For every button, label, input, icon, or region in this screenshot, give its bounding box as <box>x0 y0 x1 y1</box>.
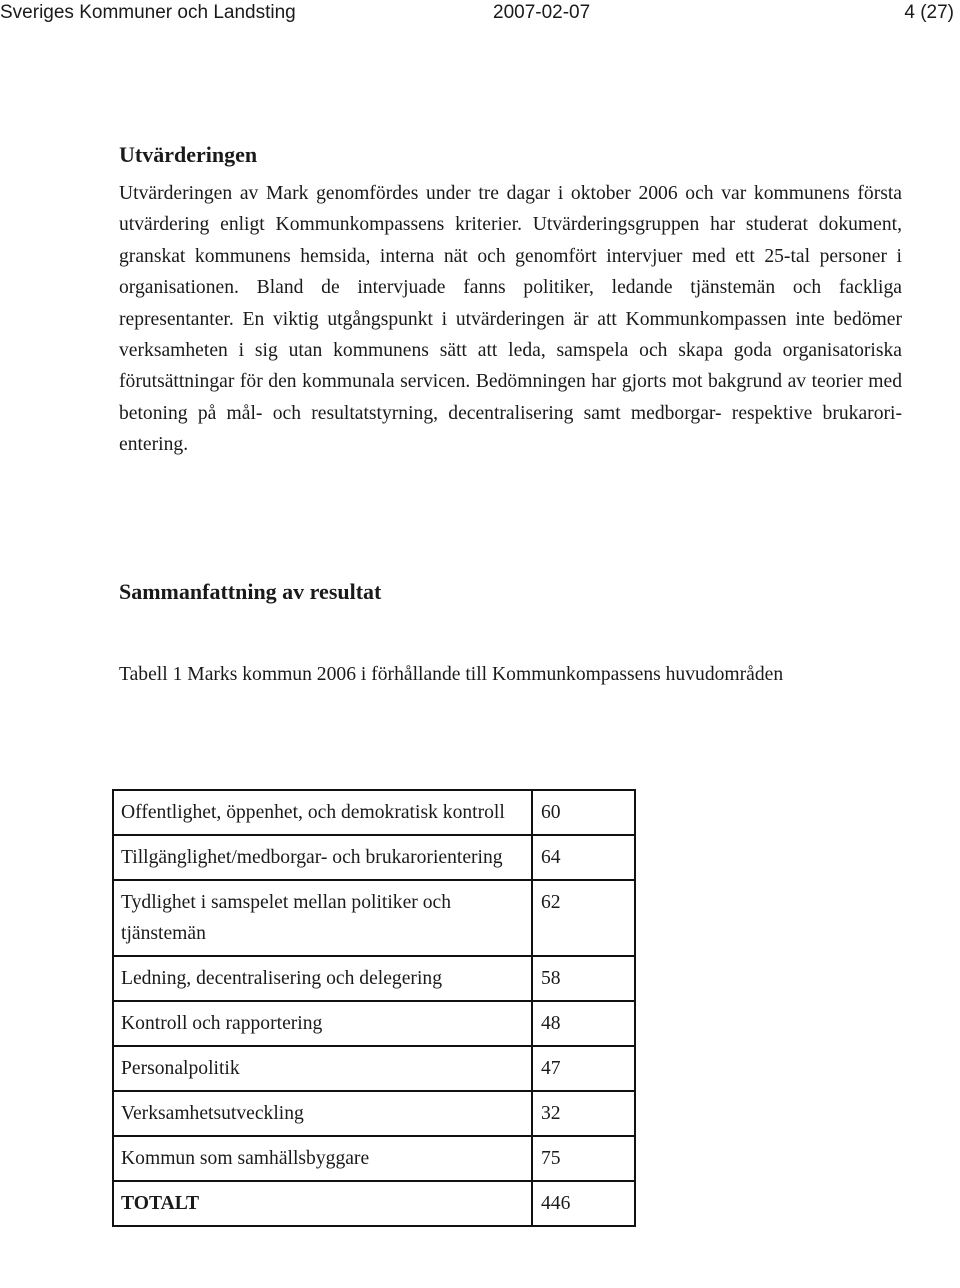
row-value: 62 <box>532 880 635 956</box>
table-row <box>113 1091 635 1136</box>
row-value: 48 <box>532 1001 635 1046</box>
header-date: 2007-02-07 <box>493 2 591 23</box>
row-label: Tillgänglighet/medborgar- och brukarorientering <box>113 835 532 880</box>
table-caption: Tabell 1 Marks kommun 2006 i förhållande till Kommunkompassens huvudområden <box>119 664 784 685</box>
evaluation-heading: Utvärderingen <box>119 142 258 167</box>
row-label: Personalpolitik <box>113 1046 532 1091</box>
row-label: Ledning, decentralisering och delegering <box>113 956 532 1001</box>
row-value: 58 <box>532 956 635 1001</box>
evaluation-paragraph: Utvärderingen av Mark genomfördes under tre dagar i oktober 2006 och var kommunens första utvärdering enligt Kommunkompassens kriterier. Utvärderingsgruppen har studerat dokument, granskat kommunens hemsida, interna nät och genomfört intervjuer med ett 25-tal personer i organisationen. Bland de intervjuade fanns politiker, ledande tjänstemän och fackliga representanter. En viktig utgångspunkt i utvärderingen är att Kommunkompassen inte bedömer verksamheten i sig utan kommunens sätt att leda, samspela och skapa goda organisatoriska förutsättningar för den kommunala servicen. Bedömningen har gjorts mot bakgrund av teorier med betoning på mål- och resultatstyrning, decentralisering samt medborgar- respektive brukarorientering. <box>119 183 902 456</box>
table-row <box>113 880 635 956</box>
row-label: Tydlighet i samspelet mellan politiker och tjänstemän <box>113 880 532 956</box>
summary-heading: Sammanfattning av resultat <box>119 579 382 604</box>
row-label: Kommun som samhällsbyggare <box>113 1136 532 1181</box>
row-value: 60 <box>532 790 635 835</box>
table-row <box>113 1046 635 1091</box>
row-value: 32 <box>532 1091 635 1136</box>
row-value: 47 <box>532 1046 635 1091</box>
table-row <box>113 1001 635 1046</box>
results-table <box>112 789 636 1227</box>
row-label: Verksamhetsutveckling <box>113 1091 532 1136</box>
page-header <box>0 0 960 26</box>
header-page-number: 4 (27) <box>904 2 954 23</box>
table-row-total <box>113 1181 635 1226</box>
header-organization: Sveriges Kommuner och Landsting <box>0 2 296 23</box>
table-row <box>113 1136 635 1181</box>
table-row <box>113 835 635 880</box>
row-value: 64 <box>532 835 635 880</box>
total-label: TOTALT <box>113 1181 532 1226</box>
row-label: Kontroll och rapportering <box>113 1001 532 1046</box>
total-value: 446 <box>532 1181 635 1226</box>
table-row <box>113 956 635 1001</box>
row-label: Offentlighet, öppenhet, och demokratisk kontroll <box>113 790 532 835</box>
table-row <box>113 790 635 835</box>
row-value: 75 <box>532 1136 635 1181</box>
